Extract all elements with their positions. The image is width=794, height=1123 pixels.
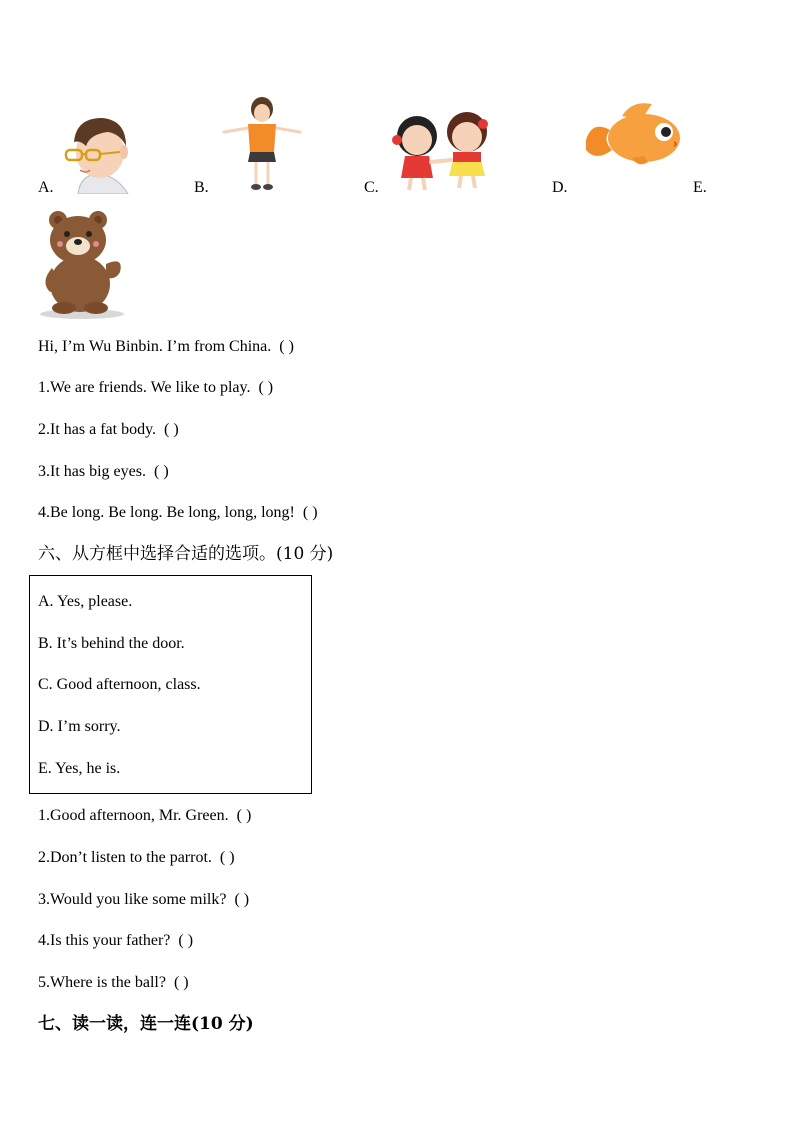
answer-blank[interactable]: ( ) [279, 338, 294, 355]
option-letter-a: A. [38, 179, 54, 196]
match-question-2 [38, 420, 179, 440]
question-text: 1.Good afternoon, Mr. Green. [38, 807, 229, 824]
answer-blank[interactable]: ( ) [173, 974, 189, 991]
answer-blank[interactable]: ( ) [219, 849, 235, 866]
answer-blank[interactable]: ( ) [234, 891, 250, 908]
boy-with-glasses-icon [60, 112, 132, 194]
question-text: 2.Don’t listen to the parrot. [38, 849, 212, 866]
box-option-d: D. I’m sorry. [38, 718, 121, 735]
answer-blank[interactable]: ( ) [178, 932, 194, 949]
match-question-1 [38, 378, 273, 398]
box-option-c: C. Good afternoon, class. [38, 676, 201, 693]
s6-question-2 [38, 848, 235, 868]
question-text: 2.It has a fat body. [38, 421, 157, 438]
s6-question-5 [38, 973, 189, 993]
example-sentence [38, 337, 294, 357]
box-option-e: E. Yes, he is. [38, 760, 121, 777]
option-letter-c: C. [364, 179, 379, 196]
answer-blank[interactable]: ( ) [302, 504, 318, 521]
girl-stretching-arms-icon [218, 96, 304, 192]
s6-question-1 [38, 806, 251, 826]
brown-bear-icon [38, 206, 128, 320]
question-text: 3.Would you like some milk? [38, 891, 227, 908]
match-question-4 [38, 503, 318, 523]
answer-blank[interactable]: ( ) [258, 379, 274, 396]
goldfish-icon [582, 100, 686, 170]
option-letter-d: D. [552, 179, 568, 196]
example-text: Hi, I’m Wu Binbin. I’m from China. [38, 338, 272, 355]
question-text: 4.Is this your father? [38, 932, 171, 949]
s6-question-4 [38, 931, 193, 951]
option-letter-b: B. [194, 179, 209, 196]
question-text: 3.It has big eyes. [38, 463, 146, 480]
answer-blank[interactable]: ( ) [164, 421, 179, 438]
match-question-3 [38, 462, 169, 482]
answer-blank[interactable]: ( ) [236, 807, 252, 824]
question-text: 1.We are friends. We like to play. [38, 379, 251, 396]
question-text: 5.Where is the ball? [38, 974, 166, 991]
answer-blank[interactable]: ( ) [153, 463, 169, 480]
box-option-b: B. It’s behind the door. [38, 635, 185, 652]
s6-question-3 [38, 890, 249, 910]
box-option-a: A. Yes, please. [38, 593, 133, 610]
section-6-heading: 六、从方框中选择合适的选项。(10 分) [38, 544, 334, 564]
two-girls-friends-icon [387, 110, 495, 194]
option-letter-e: E. [693, 179, 707, 196]
question-text: 4.Be long. Be long. Be long, long, long! [38, 504, 295, 521]
section-7-heading: 七、读一读，连一连(10 分) [38, 1014, 254, 1034]
